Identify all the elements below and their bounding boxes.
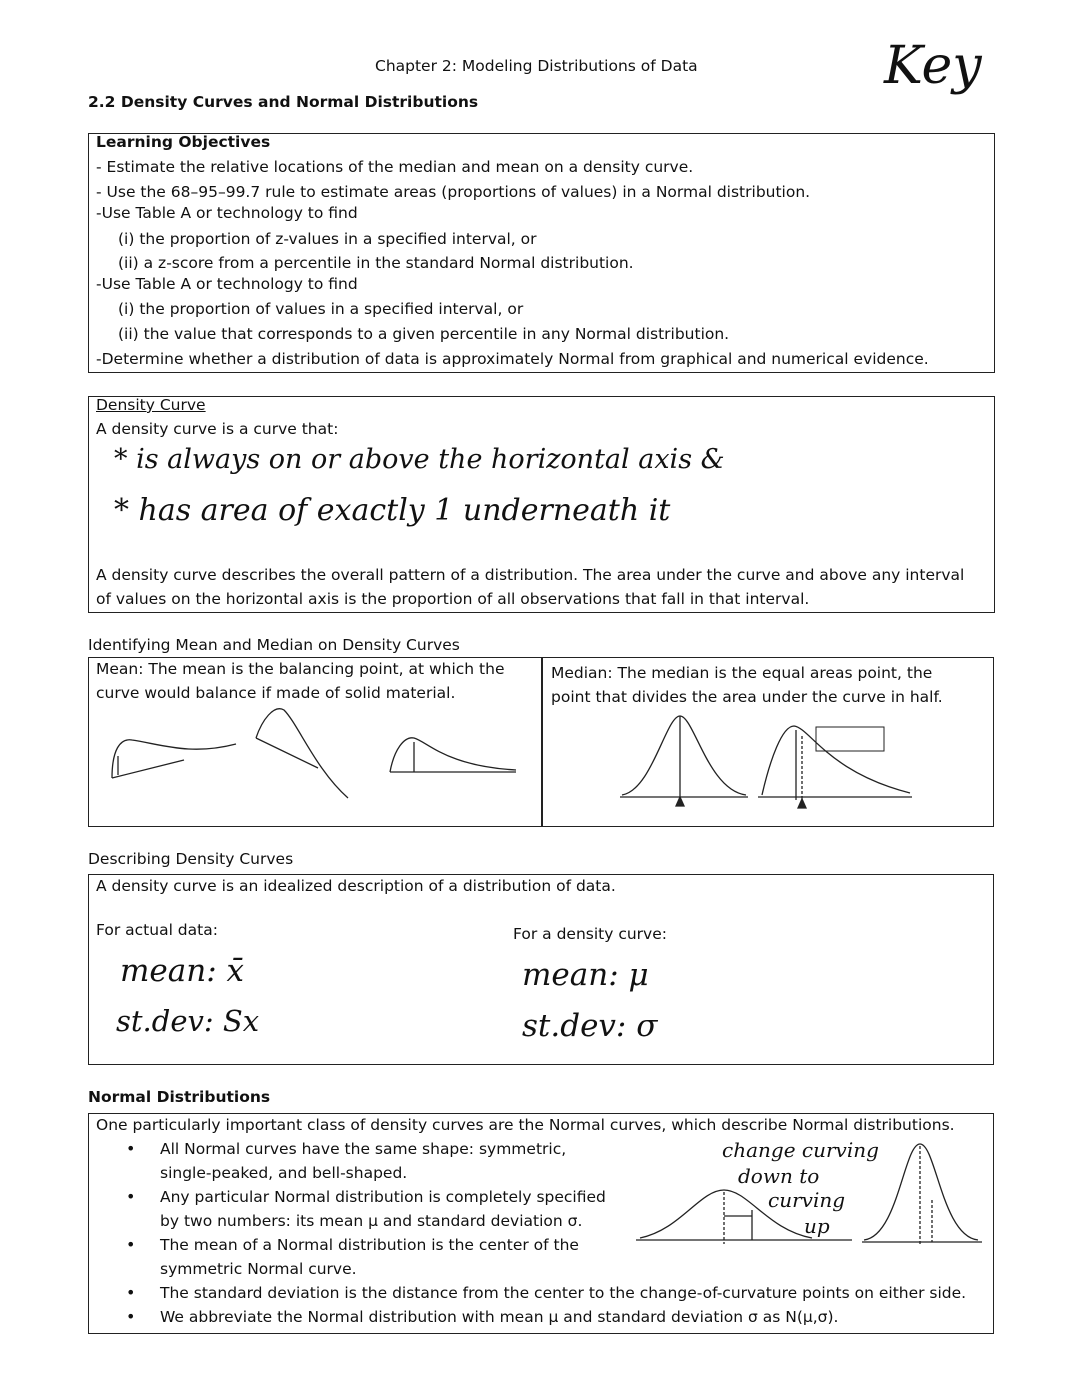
objective-line: (i) the proportion of values in a specified interval, or (118, 300, 524, 318)
handwritten-sample-mean: mean: x̄ (120, 953, 244, 989)
handwritten-note-line: up (804, 1214, 830, 1238)
objective-line: - Use the 68–95–99.7 rule to estimate areas (proportions of values) in a Normal distribution. (96, 183, 811, 201)
density-description: A density curve describes the overall pattern of a distribution. The area under the curve and above any interval (96, 566, 965, 584)
objective-line: (i) the proportion of z-values in a specified interval, or (118, 230, 537, 248)
describing-title: Describing Density Curves (88, 850, 294, 868)
normal-bullet: • We abbreviate the Normal distribution with mean μ and standard deviation σ as N(μ,σ). (88, 1305, 988, 1329)
normal-bullet: • Any particular Normal distribution is completely specified by two numbers: its mean μ and standard deviation σ. (88, 1185, 988, 1233)
mean-definition: curve would balance if made of solid material. (96, 684, 456, 702)
normal-bullet: • The standard deviation is the distance from the center to the change-of-curvature points on either side. (88, 1281, 988, 1305)
handwritten-note-line: down to (738, 1164, 820, 1188)
density-curve-label: For a density curve: (513, 925, 667, 943)
describing-intro: A density curve is an idealized description of a distribution of data. (96, 877, 616, 895)
normal-bullet: • The mean of a Normal distribution is the center of the symmetric Normal curve. (88, 1233, 988, 1281)
normal-title: Normal Distributions (88, 1088, 271, 1106)
actual-data-label: For actual data: (96, 921, 218, 939)
median-definition: Median: The median is the equal areas point, the (551, 664, 933, 682)
density-heading: Density Curve (96, 396, 206, 414)
handwritten-note-line: change curving (722, 1138, 879, 1162)
handwritten-note-line: curving (768, 1188, 846, 1212)
objective-line: (ii) a z-score from a percentile in the standard Normal distribution. (118, 254, 634, 272)
handwritten-population-mean: mean: μ (522, 957, 649, 993)
density-intro: A density curve is a curve that: (96, 420, 339, 438)
handwritten-property-2: * has area of exactly 1 underneath it (114, 493, 671, 528)
objectives-heading: Learning Objectives (96, 133, 271, 151)
wide-normal-curve (640, 1190, 812, 1238)
objective-line: -Use Table A or technology to find (96, 204, 358, 222)
handwritten-property-1: * is always on or above the horizontal axis & (114, 444, 725, 475)
normal-bullet: • All Normal curves have the same shape: symmetric, single-peaked, and bell-shaped. (88, 1137, 988, 1185)
objective-line: -Use Table A or technology to find (96, 275, 358, 293)
normal-intro: One particularly important class of density curves are the Normal curves, which describe Normal distributions. (96, 1116, 955, 1134)
mean-definition: Mean: The mean is the balancing point, at which the (96, 660, 505, 678)
objective-line: -Determine whether a distribution of data is approximately Normal from graphical and numerical evidence. (96, 350, 929, 368)
handwritten-sample-sd: st.dev: Sx (116, 1004, 260, 1038)
median-definition: point that divides the area under the curve in half. (551, 688, 943, 706)
density-description: of values on the horizontal axis is the proportion of all observations that fall in that interval. (96, 590, 810, 608)
mean-median-title: Identifying Mean and Median on Density Curves (88, 636, 460, 654)
key-handwritten-mark: Key (884, 36, 982, 96)
handwritten-population-sd: st.dev: σ (522, 1008, 658, 1044)
objective-line: - Estimate the relative locations of the median and mean on a density curve. (96, 158, 694, 176)
narrow-normal-curve (864, 1144, 978, 1240)
section-title: 2.2 Density Curves and Normal Distributions (88, 93, 479, 111)
objective-line: (ii) the value that corresponds to a given percentile in any Normal distribution. (118, 325, 730, 343)
chapter-title: Chapter 2: Modeling Distributions of Data (375, 57, 698, 75)
